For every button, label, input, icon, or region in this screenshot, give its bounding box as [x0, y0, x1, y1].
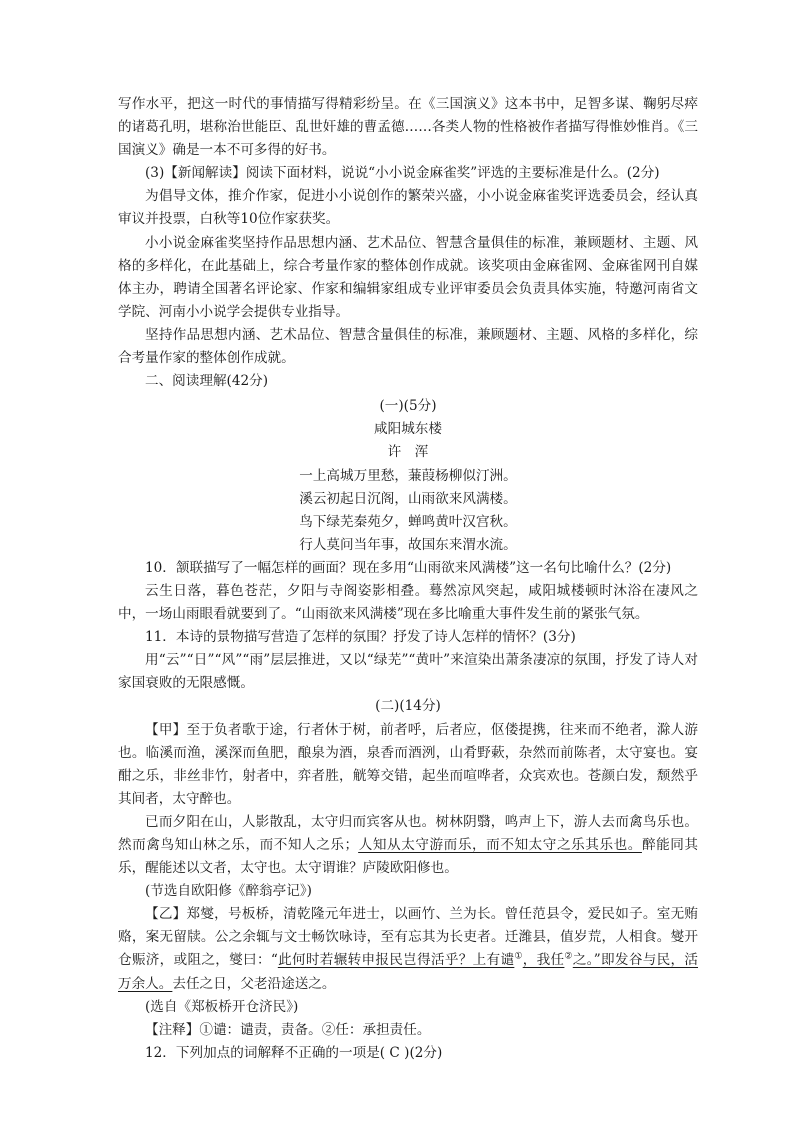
underlined-sentence: 之。” — [572, 952, 601, 969]
underlined-sentence: ，我任 — [522, 952, 565, 969]
news-paragraph-1: 为倡导文体，推介作家，促进小小说创作的繁荣兴盛，小小说金麻雀奖评选委员会，经认真审议并投票，白秋等10位作家获奖。 — [118, 188, 698, 228]
question-3: (3)【新闻解读】阅读下面材料，说说“小小说金麻雀奖”评选的主要标准是什么。(2分) — [145, 165, 660, 182]
passage-jia-2 — [118, 811, 698, 880]
underlined-sentence: 即发谷与民，活万余人。 — [118, 952, 699, 992]
text-span: 去任之日，父老沿途送之。 — [172, 975, 336, 992]
footnote-marker: ② — [564, 951, 573, 962]
question-11: 11．本诗的景物描写营造了怎样的氛围？抒发了诗人怎样的情怀？(3分) — [145, 629, 576, 646]
poem-line: 溪云初起日沉阁，山雨欲来风满楼。 — [299, 490, 517, 507]
part-2-heading: (二)(14分) — [375, 698, 441, 715]
poem-line: 行人莫问当年事，故国东来渭水流。 — [299, 536, 517, 553]
source-jia: (节选自欧阳修《醉翁亭记》) — [145, 883, 312, 900]
question-12: 12．下列加点的词解释不正确的一项是( C )(2分) — [145, 1044, 443, 1061]
passage-yi — [118, 903, 698, 995]
underlined-sentence: 人知从太守游而乐，而不知太守之乐其乐也。 — [358, 837, 642, 853]
text-span: 【乙】郑燮，号板桥，清乾隆元年进士，以画竹、兰为长。曾任范县令，爱民如子。室无贿赂，案无留牍。公之余辄与文士畅饮咏诗，至有忘其为长吏者。迁潍县，值岁荒，人相食。燮开仓赈济，或阻之，燮曰：“ — [118, 906, 698, 969]
poem-line: 鸟下绿芜秦苑夕，蝉鸣黄叶汉宫秋。 — [299, 513, 517, 530]
answer-11: 用“云”“日”“风”“雨”层层推进，又以“绿芜”“黄叶”来渲染出萧条凄凉的氛围，抒发了诗人对家国衰败的无限感慨。 — [118, 652, 698, 692]
annotation: 【注释】①谴：谴责，责备。②任：承担责任。 — [145, 1021, 431, 1038]
paragraph-sanguo: 写作水平，把这一时代的事情描写得精彩纷呈。在《三国演义》这本书中，足智多谋、鞠躬尽瘁的诸葛孔明，堪称治世能臣、乱世奸雄的曹孟德……各类人物的性格被作者描写得惟妙惟肖。《三国演义》确是一本不可多得的好书。 — [118, 96, 698, 159]
source-yi: (选自《郑板桥开仓济民》) — [145, 998, 299, 1015]
underlined-sentence: 此何时若辗转申报民岂得活乎？上有谴 — [277, 952, 515, 969]
text-span: 醉能同其乐，醒能述以文者，太守也。太守谓谁？庐陵欧阳修也。 — [118, 837, 699, 877]
question-10: 10．颔联描写了一幅怎样的画面？现在多用“山雨欲来风满楼”这一名句比喻什么？(2分) — [145, 559, 672, 576]
answer-3: 坚持作品思想内涵、艺术品位、智慧含量俱佳的标准，兼顾题材、主题、风格的多样化，综合考量作家的整体创作成就。 — [118, 326, 698, 367]
text-span: 已而夕阳在山，人影散乱，太守归而宾客从也。树林阴翳，鸣声上下，游人去而禽鸟乐也。然而禽鸟知山林之乐，而不知人之乐； — [118, 813, 698, 853]
poem-author: 许 浑 — [387, 444, 429, 461]
poem-title: 咸阳城东楼 — [374, 421, 442, 438]
news-paragraph-2: 小小说金麻雀奖坚持作品思想内涵、艺术品位、智慧含量俱佳的标准，兼顾题材、主题、风格的多样化，在此基础上，综合考量作家的整体创作成就。该奖项由金麻雀网、金麻雀网刊自媒体主办，聘请全国著名评论家、作家和编辑家组成专业评审委员会负责具体实施，特邀河南省文学院、河南小小说学会提供专业指导。 — [118, 234, 698, 320]
poem-line: 一上高城万里愁，蒹葭杨柳似汀洲。 — [299, 467, 517, 484]
section-heading-reading: 二、阅读理解(42分) — [145, 373, 269, 390]
part-1-heading: (一)(5分) — [379, 398, 437, 415]
answer-10: 云生日落，暮色苍茫，夕阳与寺阁姿影相叠。蓦然凉风突起，咸阳城楼顿时沐浴在凄风之中，一场山雨眼看就要到了。“山雨欲来风满楼”现在多比喻重大事件发生前的紧张气氛。 — [118, 582, 698, 623]
passage-jia-1: 【甲】至于负者歌于途，行者休于树，前者呼，后者应，伛偻提携，往来而不绝者，滁人游也。临溪而渔，溪深而鱼肥，酿泉为酒，泉香而酒洌，山肴野蔌，杂然而前陈者，太守宴也。宴酣之乐，非丝非竹，射者中，弈者胜，觥筹交错，起坐而喧哗者，众宾欢也。苍颜白发，颓然乎其间者，太守醉也。 — [118, 721, 698, 807]
footnote-marker: ① — [514, 951, 523, 962]
